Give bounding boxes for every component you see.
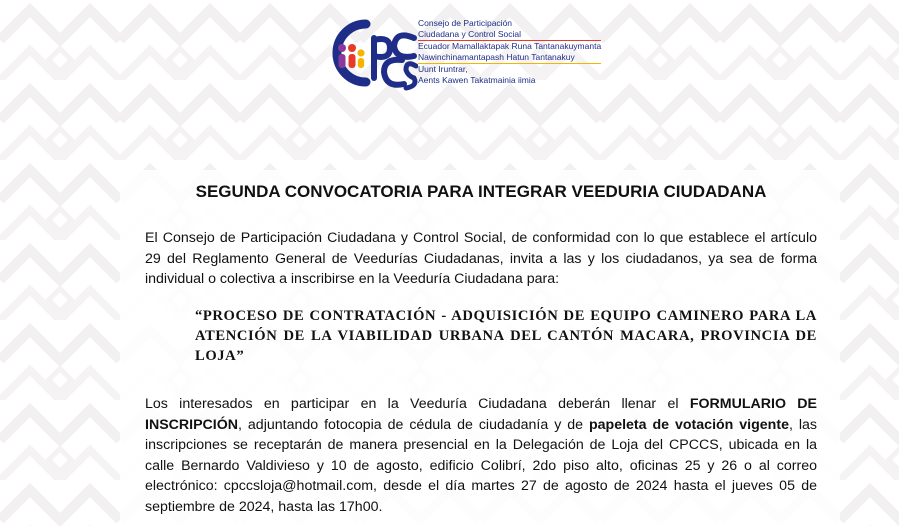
instructions-text: , las inscripciones se receptarán de manera presencial en la Delegación de Loja del CPCCS, ubicada en la calle Bernardo Valdivieso y 10 de agosto, edificio Colibrí, 2do piso alto, oficinas 25 y 26 o al correo electrónico: cpccsloja@hotmail.com, desde el día martes 27 de agosto de 2024 hasta el jueves 05 de septiembre de 2024, hasta las 17h00.	[145, 416, 817, 515]
logo-line: Ecuador Mamallaktapak Runa Tantanakuymanta	[418, 41, 602, 52]
logo-line: Ciudadana y Control Social	[418, 29, 601, 42]
instructions-text: Los interesados en participar en la Veeduría Ciudadana deberán llenar el	[145, 396, 690, 412]
instructions-paragraph	[145, 394, 817, 517]
voting-slip-bold: papeleta de votación vigente	[588, 416, 789, 433]
logo-line: Nawinchinamantapash Hatun Tantanakuy	[418, 52, 601, 65]
process-name-quote: “PROCESO DE CONTRATACIÓN - ADQUISICIÓN DE EQUIPO CAMINERO PARA LA ATENCIÓN DE LA VIABILIDAD URBANA DEL CANTÓN MACARA, PROVINCIA DE LOJA”	[195, 308, 817, 364]
logo-line: Aents Kawen Takatmainia iimia	[418, 74, 536, 85]
instructions-text: , adjuntando fotocopia de cédula de ciudadanía y de	[238, 416, 589, 433]
logo-line: Consejo de Participación	[418, 18, 513, 28]
cpccs-logo-icon	[322, 16, 418, 98]
intro-paragraph: El Consejo de Participación Ciudadana y Control Social, de conformidad con lo que establece el artículo 29 del Reglamento General de Veedurías Ciudadanas, invita a las y los ciudadanos, ya sea de forma individual o colectiva a inscribirse en la Veeduría Ciudadana para:	[145, 230, 817, 287]
cpccs-logo	[322, 16, 602, 98]
logo-line: Uunt Iruntrar,	[418, 64, 468, 75]
document-title: SEGUNDA CONVOCATORIA PARA INTEGRAR VEEDURIA CIUDADANA	[195, 182, 767, 201]
document-content	[145, 182, 817, 515]
form-name-bold: FORMULARIO DE INSCRIPCIÓN	[145, 396, 817, 433]
logo-text	[418, 18, 601, 86]
